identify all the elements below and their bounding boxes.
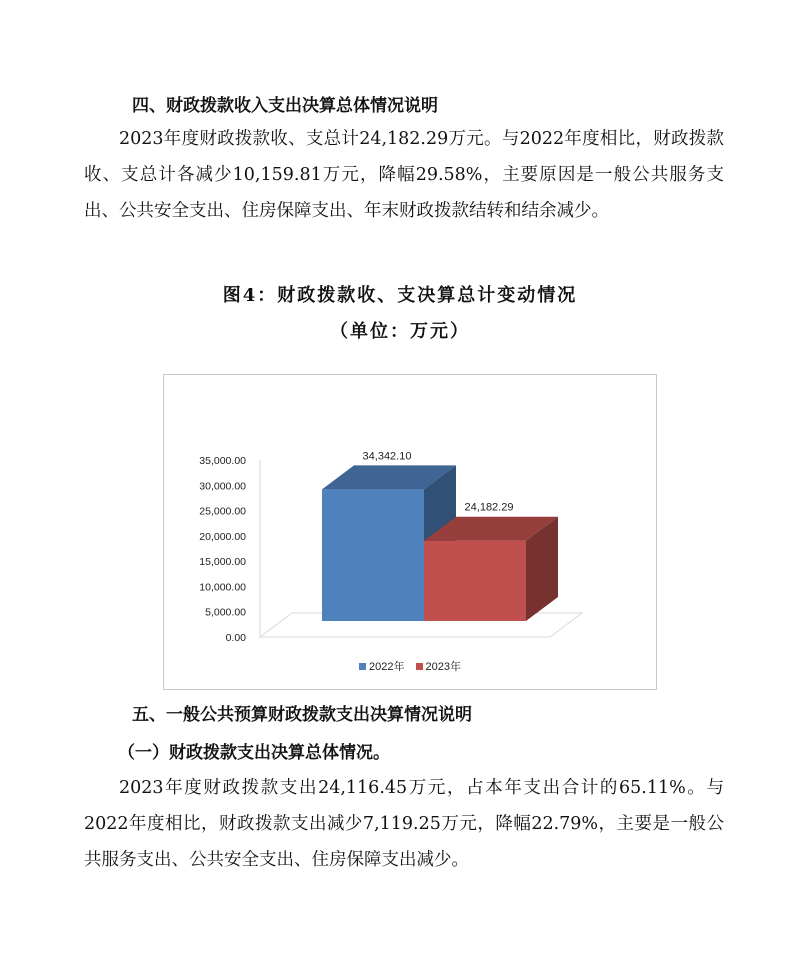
legend-item-2022: [359, 658, 404, 674]
bar-chart: [163, 374, 657, 690]
legend-label-2022: 2022年: [368, 661, 405, 673]
y-tick-label: 15,000.00: [199, 556, 246, 569]
bar-front-0: [322, 489, 424, 621]
y-tick-label: 20,000.00: [199, 530, 246, 543]
chart-canvas: [164, 375, 656, 689]
y-tick-label: 35,000.00: [199, 455, 246, 467]
figure-unit: （单位：万元）: [330, 321, 470, 342]
legend-label-2023: 2023年: [425, 661, 462, 673]
chart-legend: [164, 658, 656, 674]
bar-front-1: [424, 541, 526, 621]
section-5-paragraph: 2023年度财政拨款支出24,116.45万元，占本年支出合计的65.11%。与2022年度相比，财政拨款支出减少7,119.25万元，降幅22.79%，主要是一般公共服务支出、公共安全支出、住房保障支出减少。: [84, 778, 724, 870]
y-tick-label: 25,000.00: [199, 505, 246, 518]
legend-swatch-2023: [416, 663, 423, 670]
y-tick-label: 10,000.00: [199, 581, 246, 594]
section-5-subheading: （一）财政拨款支出决算总体情况。: [118, 743, 390, 763]
section-4-paragraph: 2023年度财政拨款收、支总计24,182.29万元。与2022年度相比，财政拨款收、支总计各减少10,159.81万元，降幅29.58%，主要原因是一般公共服务支出、公共安全支出、住房保障支出、年末财政拨款结转和结余减少。: [84, 129, 724, 221]
figure-title: 图4：财政拨款收、支决算总计变动情况: [222, 285, 578, 306]
y-tick-label: 5,000.00: [205, 606, 246, 619]
bar-value-label-0: 34,342.10: [362, 450, 412, 463]
y-tick-label: 0.00: [225, 632, 246, 644]
y-tick-label: 30,000.00: [199, 480, 246, 493]
bar-value-label-1: 24,182.29: [464, 501, 514, 514]
section-5-heading: 五、一般公共预算财政拨款支出决算情况说明: [132, 705, 472, 725]
legend-swatch-2022: [359, 663, 366, 670]
section-4-heading: 四、财政拨款收入支出决算总体情况说明: [132, 96, 438, 116]
legend-item-2023: [416, 658, 461, 674]
